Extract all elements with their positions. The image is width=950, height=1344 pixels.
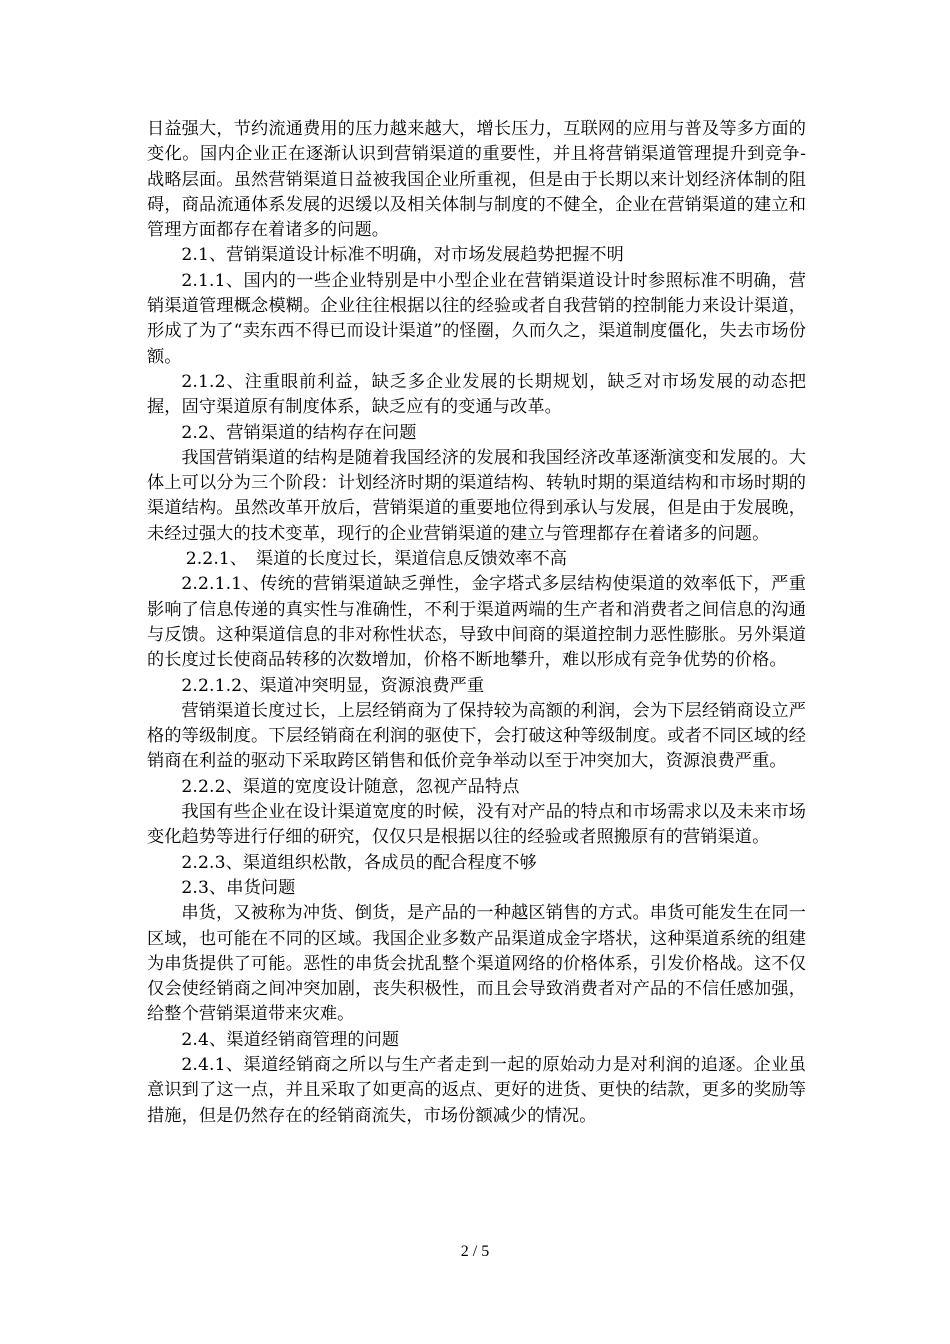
body-paragraph: 我国有些企业在设计渠道宽度的时候，没有对产品的特点和市场需求以及未来市场变化趋势等进行仔细的研究，仅仅只是根据以往的经验或者照搬原有的营销渠道。 (147, 802, 806, 848)
section-heading-2-1: 2.1、营销渠道设计标准不明确，对市场发展趋势把握不明 (181, 245, 624, 266)
section-heading-2-2-2: 2.2.2、渠道的宽度设计随意，忽视产品特点 (181, 776, 520, 797)
page-number: 2 / 5 (460, 1243, 490, 1260)
section-heading-2-4: 2.4、渠道经销商管理的问题 (181, 1029, 400, 1050)
body-paragraph: 我国营销渠道的结构是随着我国经济的发展和我国经济改革逐渐演变和发展的。大体上可以分为三个阶段：计划经济时期的渠道结构、转轨时期的渠道结构和市场时期的渠道结构。虽然改革开放后，营销渠道的重要地位得到承认与发展，但是由于发展晚，未经过强大的技术变革，现行的企业营销渠道的建立与管理都存在着诸多的问题。 (147, 447, 806, 544)
section-heading-2-2-1-2: 2.2.1.2、渠道冲突明显，资源浪费严重 (181, 675, 485, 696)
body-paragraph: 2.1.1、国内的一些企业特别是中小型企业在营销渠道设计时参照标准不明确，营销渠道管理概念模糊。企业往往根据以往的经验或者自我营销的控制能力来设计渠道，形成了为了“卖东西不得已而设计渠道”的怪圈，久而久之，渠道制度僵化，失去市场份额。 (147, 270, 806, 367)
body-paragraph: 串货，又被称为冲货、倒货，是产品的一种越区销售的方式。串货可能发生在同一区域，也可能在不同的区域。我国企业多数产品渠道成金字塔状，这种渠道系统的组建为串货提供了可能。恶性的串货会扰乱整个渠道网络的价格体系，引发价格战。这不仅仅会使经销商之间冲突加剧，丧失积极性，而且会导致消费者对产品的不信任感加强，给整个营销渠道带来灾难。 (147, 903, 806, 1025)
body-paragraph: 2.4.1、渠道经销商之所以与生产者走到一起的原始动力是对利润的追逐。企业虽意识到了这一点，并且采取了如更高的返点、更好的进货、更快的结款，更多的奖励等措施，但是仍然存在的经销商流失，市场份额减少的情况。 (147, 1054, 806, 1126)
body-paragraph: 2.1.2、注重眼前利益，缺乏多企业发展的长期规划，缺乏对市场发展的动态把握，固守渠道原有制度体系，缺乏应有的变通与改革。 (147, 371, 806, 418)
body-paragraph: 2.2.1.1、传统的营销渠道缺乏弹性，金字塔式多层结构使渠道的效率低下，严重影响了信息传递的真实性与准确性，不利于渠道两端的生产者和消费者之间信息的沟通与反馈。这种渠道信息的非对称性状态，导致中间商的渠道控制力恶性膨胀。另外渠道的长度过长使商品转移的次数增加，价格不断地攀升，难以形成有竞争优势的价格。 (147, 574, 806, 671)
section-heading-2-2: 2.2、营销渠道的结构存在问题 (181, 422, 417, 443)
body-paragraph: 营销渠道长度过长，上层经销商为了保持较为高额的利润，会为下层经销商设立严格的等级制度。下层经销商在利润的驱使下，会打破这种等级制度。或者不同区域的经销商在利益的驱动下采取跨区销售和低价竞争举动以至于冲突加大，资源浪费严重。 (147, 700, 806, 772)
document-body (147, 117, 806, 1129)
section-heading-2-3: 2.3、串货问题 (181, 877, 296, 898)
body-paragraph: 日益强大，节约流通费用的压力越来越大，增长压力，互联网的应用与普及等多方面的变化。国内企业正在逐渐认识到营销渠道的重要性，并且将营销渠道管理提升到竞争-战略层面。虽然营销渠道日益被我国企业所重视，但是由于长期以来计划经济体制的阻碍，商品流通体系发展的迟缓以及相关体制与制度的不健全，企业在营销渠道的建立和管理方面都存在着诸多的问题。 (147, 119, 806, 241)
section-heading-2-2-3: 2.2.3、渠道组织松散，各成员的配合程度不够 (181, 852, 537, 873)
section-heading-2-2-1: 2.2.1、 渠道的长度过长，渠道信息反馈效率不高 (185, 549, 568, 570)
